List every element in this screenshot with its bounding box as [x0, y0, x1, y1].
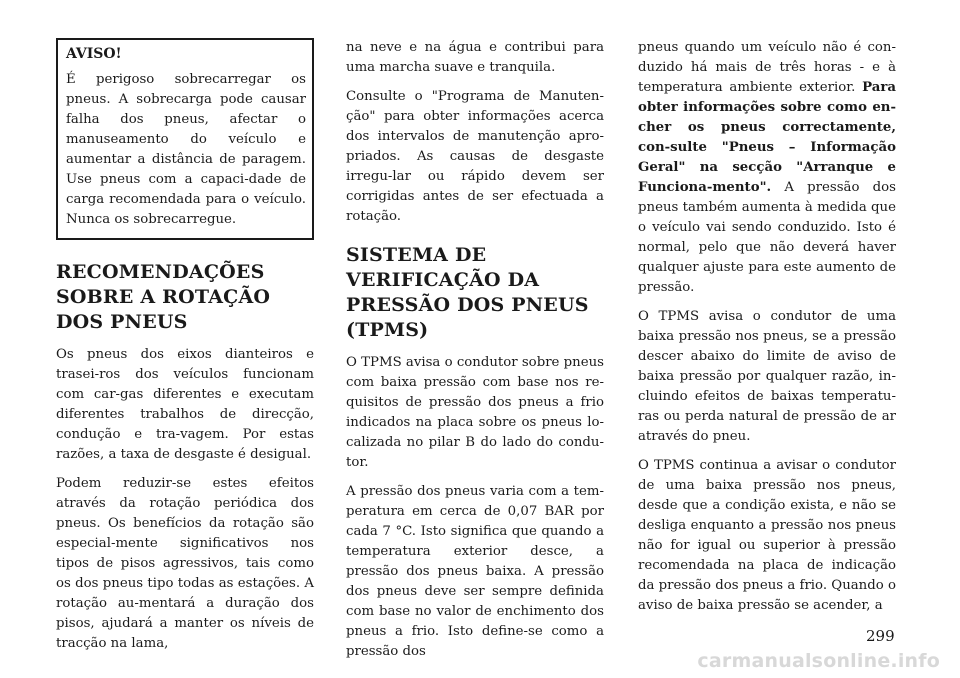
column-right [638, 38, 896, 625]
paragraph: A pressão dos pneus varia com a tem-peratura em cerca de 0,07 BAR por cada 7 °C. Isto significa que quando a temperatura exterior desce, a pressão dos pneus baixa. A pressão dos pneus deve ser sempre definida com base no valor de enchimento dos pneus a frio. Isto define-se como a pressão dos [346, 484, 604, 659]
paragraph: na neve e na água e contribui para uma marcha suave e tranquila. [346, 40, 604, 75]
paragraph: O TPMS continua a avisar o condutor de uma baixa pressão nos pneus, desde que a condição exista, e não se desliga enquanto a pressão nos pneus não for igual ou superior à pressão recomendada na placa de indicação da pressão dos pneus a frio. Quando o aviso de baixa pressão se acender, a [638, 458, 896, 613]
column-middle [346, 38, 604, 671]
watermark: carmanualsonline.info [697, 650, 940, 672]
section-heading-tire-rotation: RECOMENDAÇÕES SOBRE A ROTAÇÃO DOS PNEUS [56, 261, 271, 333]
paragraph [638, 38, 896, 298]
paragraph-text: pneus quando um veículo não é con-duzido há mais de três horas - e à temperatura ambiente exterior. [638, 40, 896, 95]
paragraph: Consulte o "Programa de Manuten-ção" para obter informações acerca dos intervalos de manutenção apro-priados. As causas de desgaste irregu-lar ou rápido devem ser corrigidas antes de ser efectuada a rotação. [346, 89, 604, 224]
bold-reference: Para obter informações sobre como en-cher os pneus correctamente, con-sulte "Pneus – Informação Geral" na secção "Arranque e Funciona-mento". [638, 80, 896, 195]
warning-text: É perigoso sobrecarregar os pneus. A sobrecarga pode causar falha dos pneus, afectar o manuseamento do veículo e aumentar a distância de paragem. Use pneus com a capaci-dade de carga recomendada para o veículo. Nunca os sobrecarregue. [66, 72, 306, 227]
warning-box [56, 38, 314, 240]
paragraph-text: A pressão dos pneus também aumenta à medida que o veículo vai sendo conduzido. Isto é normal, pelo que não deverá haver qualquer ajuste para este aumento de pressão. [638, 180, 896, 295]
warning-title: AVISO! [66, 46, 122, 62]
paragraph: Os pneus dos eixos dianteiros e trasei-ros dos veículos funcionam com car-gas diferentes e executam diferentes trabalhos de direcção, condução e tra-vagem. Por estas razões, a taxa de desgaste é desigual. [56, 347, 314, 462]
column-left [56, 38, 314, 663]
paragraph: O TPMS avisa o condutor de uma baixa pressão nos pneus, se a pressão descer abaixo do limite de aviso de baixa pressão por qualquer razão, in-cluindo efeitos de baixas temperatu-ras ou perda natural de pressão de ar através do pneu. [638, 309, 896, 444]
paragraph: O TPMS avisa o condutor sobre pneus com baixa pressão com base nos re-quisitos de pressão dos pneus a frio indicados na placa sobre os pneus lo-calizada no pilar B do lado do condu-tor. [346, 355, 604, 470]
page-number: 299 [866, 627, 895, 645]
paragraph: Podem reduzir-se estes efeitos através da rotação periódica dos pneus. Os benefícios da rotação são especial-mente significativos nos tipos de pisos agressivos, tais como os dos pneus tipo todas as estações. A rotação au-mentará a duração dos pisos, ajudará a manter os níveis de tracção na lama, [56, 476, 314, 651]
section-heading-tpms: SISTEMA DE VERIFICAÇÃO DA PRESSÃO DOS PNEUS (TPMS) [346, 244, 589, 341]
